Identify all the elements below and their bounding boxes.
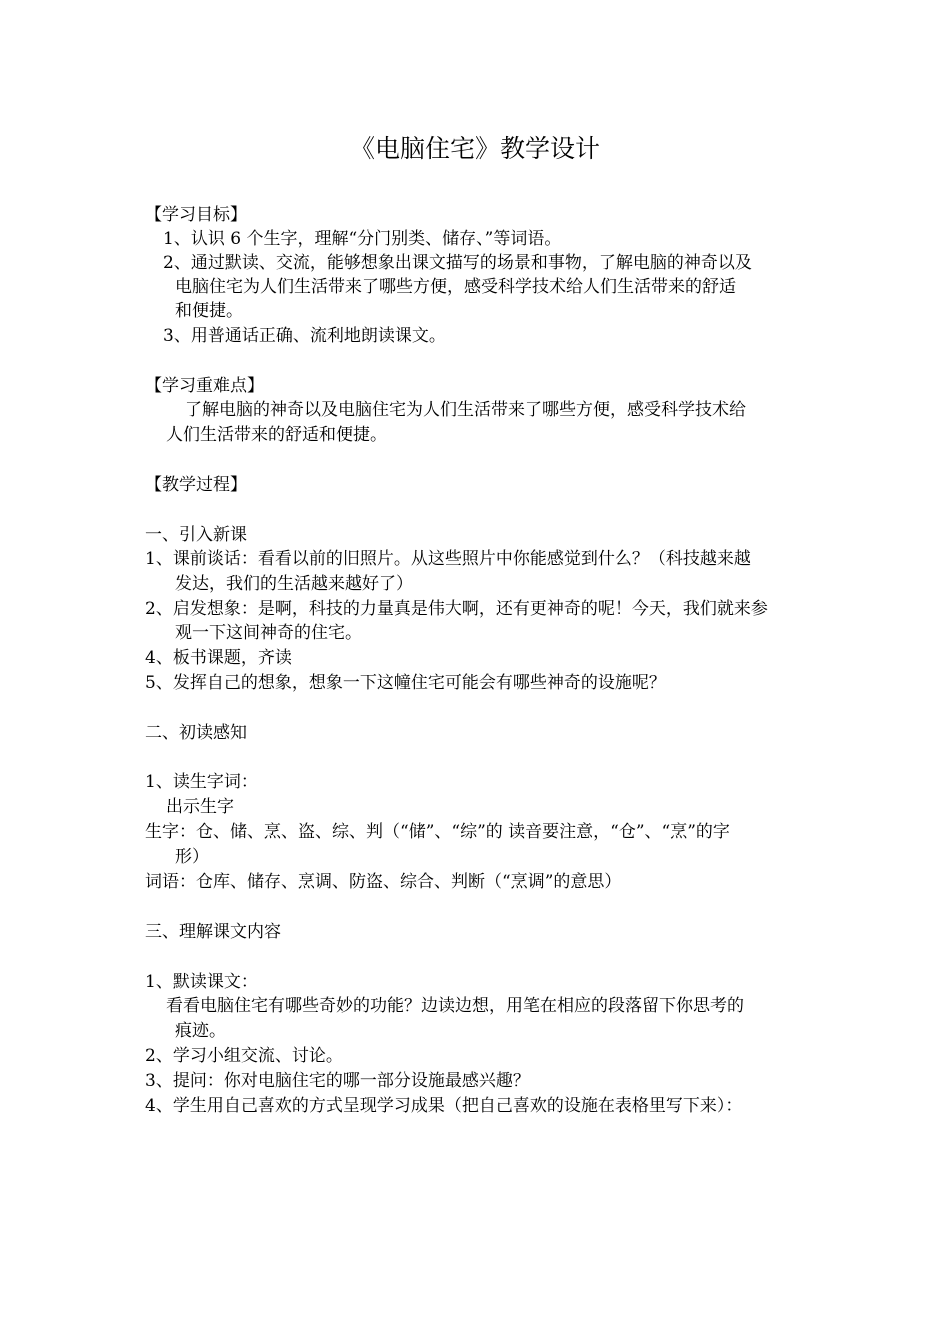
part3-item-3: 3、提问：你对电脑住宅的哪一部分设施最感兴趣？ [145,1071,530,1091]
goal-item-3: 3、用普通话正确、流利地朗读课文。 [163,326,446,346]
part3-item-1-detail-cont: 痕迹。 [175,1021,226,1041]
goal-item-2-cont: 电脑住宅为人们生活带来了哪些方便，感受科学技术给人们生活带来的舒适 [175,277,736,297]
part2-words: 词语：仓库、储存、烹调、防盗、综合、判断（“烹调”的意思） [145,872,622,892]
part2-chars-cont: 形） [175,847,209,867]
goal-item-2-cont: 和便捷。 [175,301,243,321]
part1-item-5: 5、发挥自己的想象，想象一下这幢住宅可能会有哪些神奇的设施呢？ [145,673,666,693]
part3-item-4: 4、学生用自己喜欢的方式呈现学习成果（把自己喜欢的设施在表格里写下来）： [145,1096,743,1116]
part1-item-1: 1、课前谈话：看看以前的旧照片。从这些照片中你能感觉到什么？（科技越来越 [145,549,751,569]
key-points-text: 了解电脑的神奇以及电脑住宅为人们生活带来了哪些方便，感受科学技术给 [185,400,746,420]
part3-item-1-detail: 看看电脑住宅有哪些奇妙的功能？边读边想，用笔在相应的段落留下你思考的 [166,996,744,1016]
part2-chars: 生字：仓、储、烹、盗、综、判（“储”、“综”的 读音要注意，“仓”、“烹”的字 [145,822,730,842]
goals-heading: 【学习目标】 [145,205,247,225]
key-points-heading: 【学习重难点】 [145,376,264,396]
process-heading: 【教学过程】 [145,475,247,495]
part1-item-1-cont: 发达，我们的生活越来越好了） [175,574,413,594]
part2-show-chars: 出示生字 [166,797,234,817]
part2-item-1: 1、读生字词： [145,772,258,792]
part3-item-2: 2、学习小组交流、讨论。 [145,1046,343,1066]
goal-item-1: 1、认识 6 个生字，理解“分门别类、储存、”等词语。 [163,229,562,249]
part1-item-2: 2、启发想象：是啊，科技的力量真是伟大啊，还有更神奇的呢！今天，我们就来参 [145,599,768,619]
part3-item-1: 1、默读课文： [145,972,258,992]
part1-item-2-cont: 观一下这间神奇的住宅。 [175,623,362,643]
part1-heading: 一、引入新课 [145,525,247,545]
part3-heading: 三、理解课文内容 [145,922,281,942]
part1-item-4: 4、板书课题，齐读 [145,648,292,668]
part2-heading: 二、初读感知 [145,723,247,743]
key-points-text-cont: 人们生活带来的舒适和便捷。 [166,425,387,445]
goal-item-2: 2、通过默读、交流，能够想象出课文描写的场景和事物，了解电脑的神奇以及 [163,253,752,273]
document-title: 《电脑住宅》教学设计 [349,134,600,163]
